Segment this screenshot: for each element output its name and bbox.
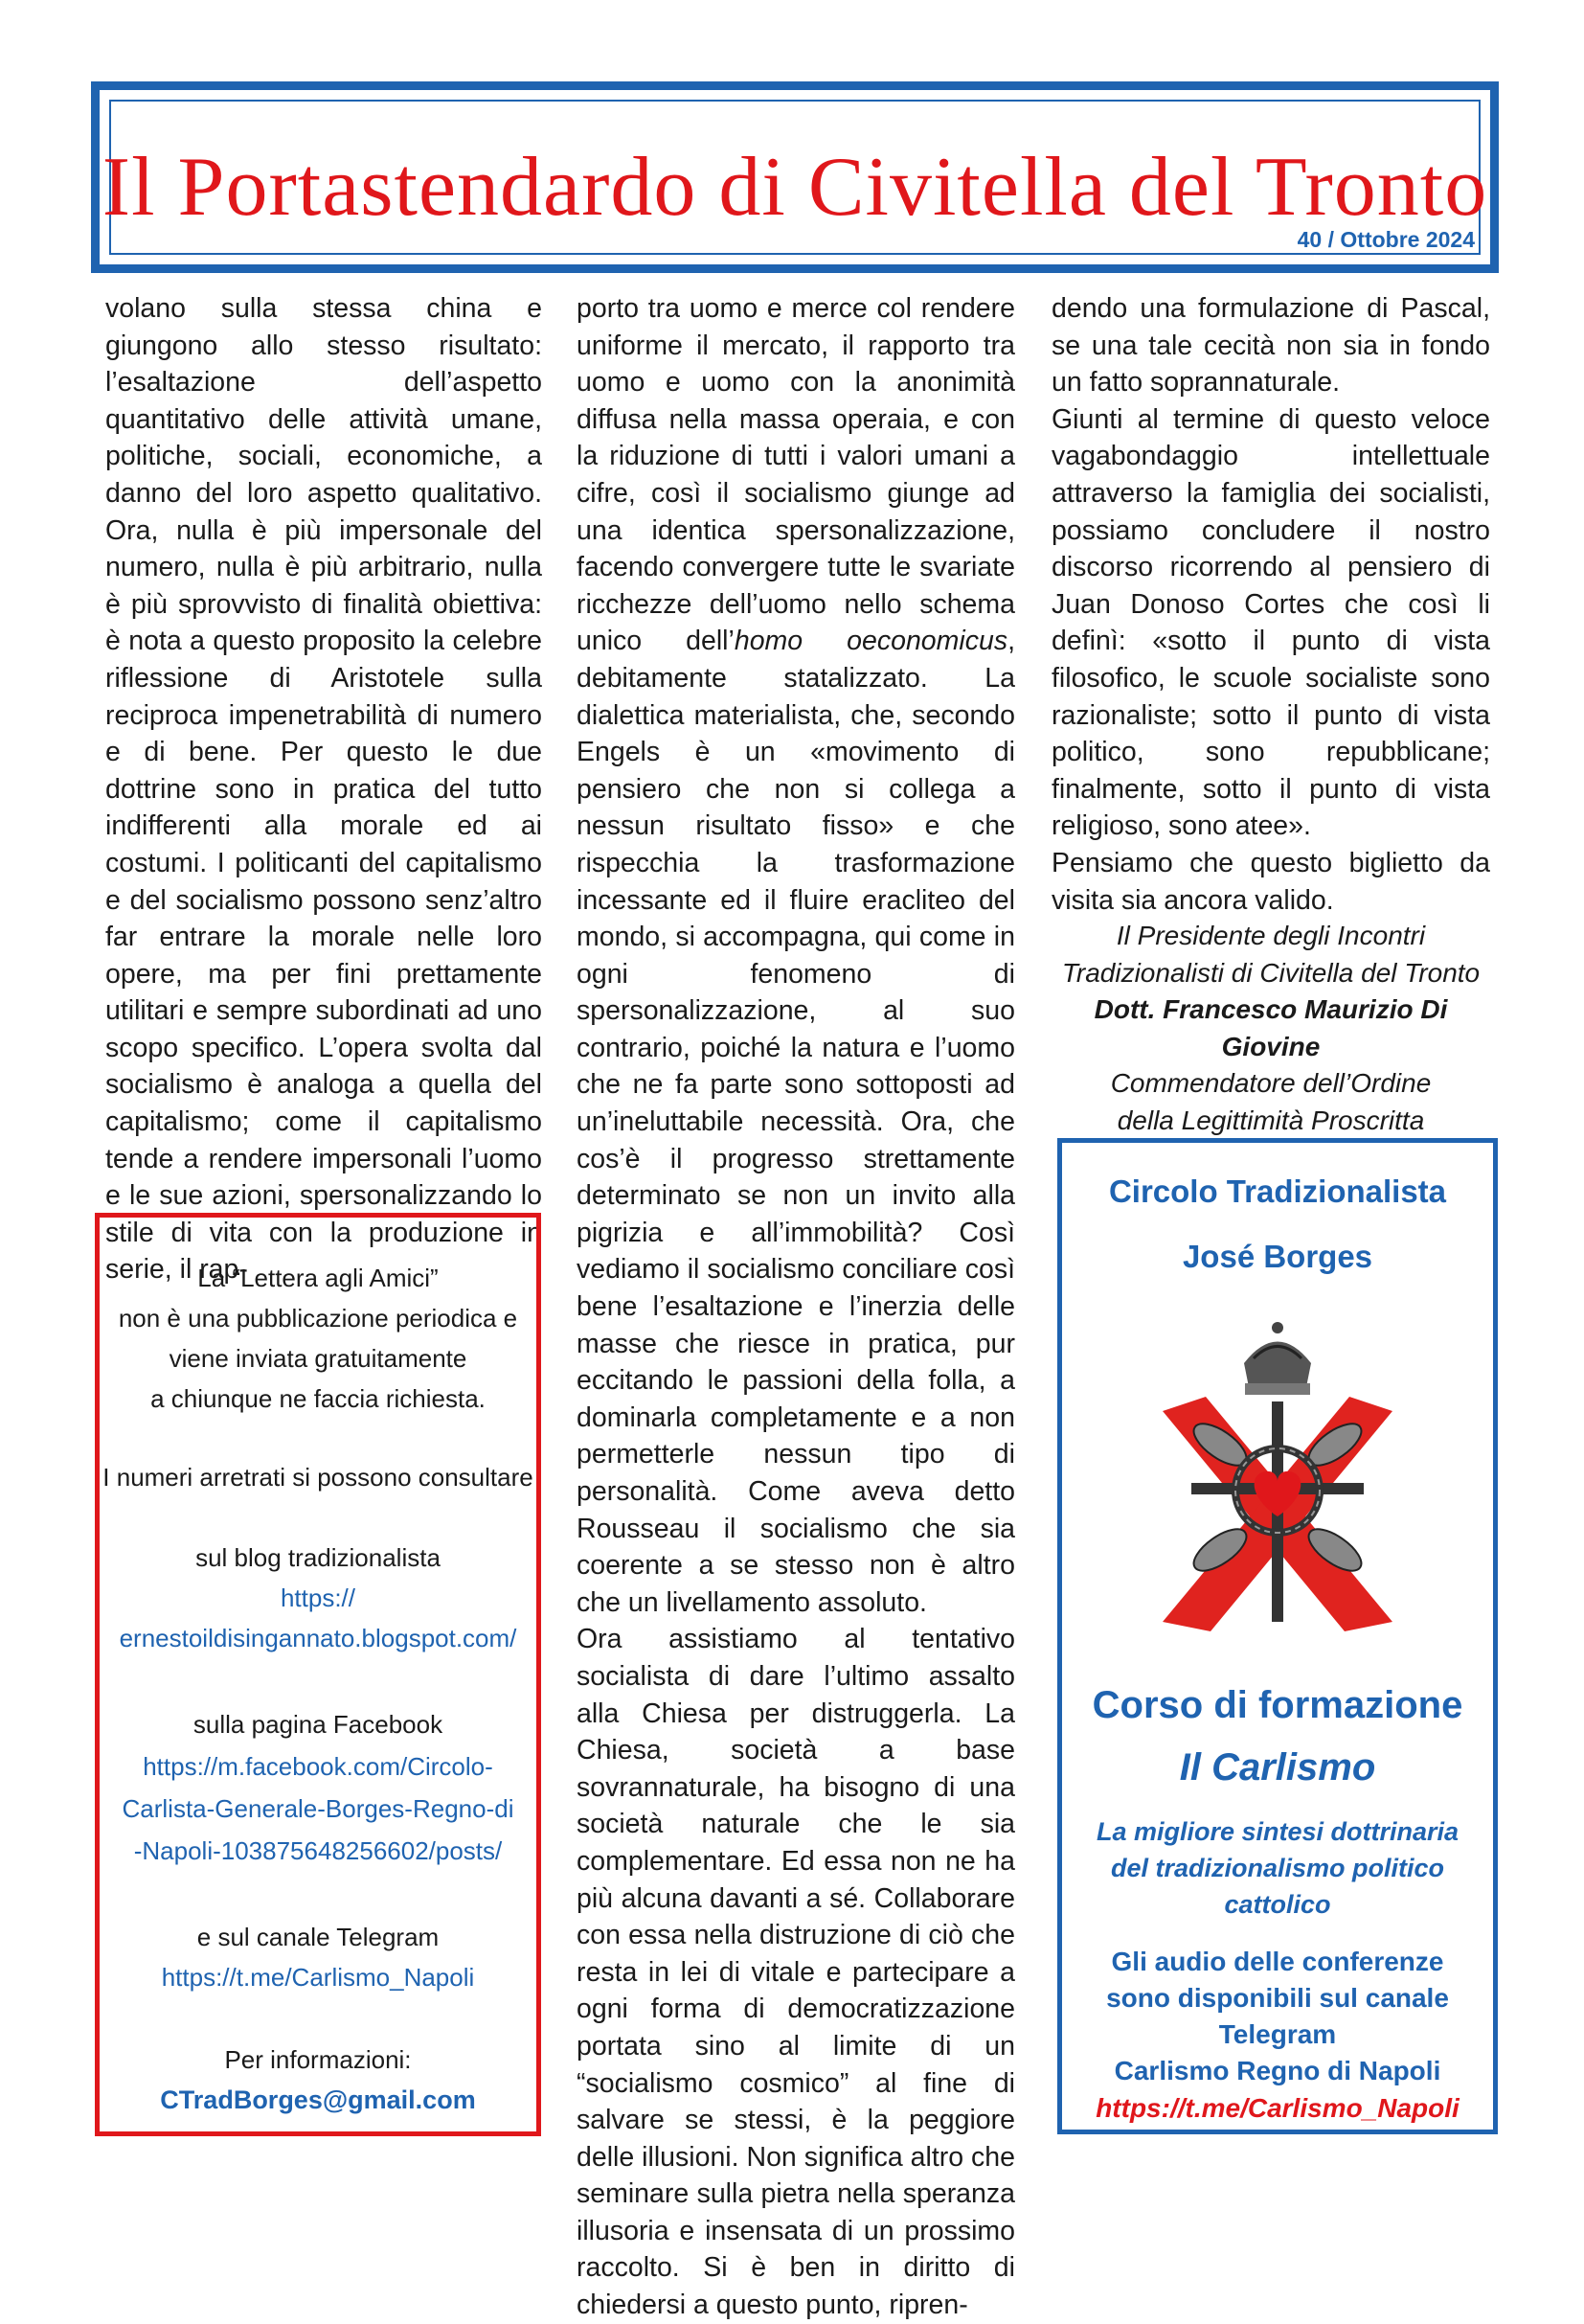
signature-name: Dott. Francesco Maurizio Di Giovine (1094, 994, 1448, 1061)
promo-info-line: Gli audio delle conferenze (1111, 1947, 1444, 1976)
masthead (91, 81, 1499, 273)
facebook-link[interactable]: https://m.facebook.com/Circolo- (143, 1752, 493, 1781)
info-line: sul blog tradizionalista (195, 1543, 441, 1572)
issue-number: 40 / Ottobre 2024 (1297, 227, 1475, 252)
article-column-3 (1052, 290, 1490, 919)
info-line: I numeri arretrati si possono consultare (102, 1463, 533, 1492)
info-line: a chiunque ne faccia richiesta. (150, 1384, 486, 1413)
blog-link[interactable]: https:// (280, 1584, 356, 1612)
promo-info-line: sono disponibili sul canale (1106, 1983, 1449, 2013)
article-text: porto tra uomo e merce col rendere uniforme il mercato, il rapporto tra uomo e uomo con la anonimità diffusa nella massa operaia, e con la riduzione di tutti i valori umani a cifre, così il socialismo giunge ad una identica spersonalizzazione, facendo convergere tutte le svariate ricchezze dell’uomo nello schema unico dell’ (577, 293, 1015, 657)
course-subtitle: cattolico (1224, 1890, 1331, 1919)
article-text: , debitamente statalizzato. La dialettica materialista, che, secondo Engels è un «movimento di pensiero che non si collega a nessun risultato fisso» e che rispecchia la trasformazione incessante ed il fluire eracliteo del mondo, si accompagna, qui come in ogni fenomeno di spersonalizzazione, al suo contrario, poiché la natura e l’uomo che ne fa parte sono sottoposti ad un’ineluttabile necessità. Ora, che cos’è il progresso strettamente determinato se non un invito alla pigrizia e all’immobilità? Così vediamo il socialismo conciliare così bene l’esaltazione e l’inerzia delle masse che riesce in pratica, pur eccitando le passioni della folla, a dominarla completamente e a non permetterle nessun tipo di personalità. Come aveva detto Rousseau il socialismo che sia coerente a se stesso non è altro che un livellamento assoluto. (577, 626, 1015, 1618)
article-paragraph: dendo una formulazione di Pascal, se una tale cecità non sia in fondo un fatto soprannaturale. (1052, 293, 1490, 399)
facebook-link[interactable]: -Napoli-103875648256602/posts/ (133, 1836, 503, 1865)
newsletter-title: Il Portastendardo di Civitella del Tronto (102, 141, 1488, 234)
signature-line: Commendatore dell’Ordine (1110, 1068, 1432, 1098)
burgundy-cross-emblem-icon (1153, 1320, 1402, 1636)
info-box (95, 1213, 541, 2136)
telegram-link[interactable]: https://t.me/Carlismo_Napoli (161, 1963, 475, 1992)
promo-info-line: Telegram (1218, 2019, 1337, 2049)
signature-line: della Legittimità Proscritta (1117, 1105, 1425, 1135)
article-paragraph: Giunti al termine di questo veloce vagabondaggio intellettuale attraverso la famiglia dei socialisti, possiamo concludere il nostro discorso ricorrendo al pensiero di Juan Donoso Cortes che così li definì: «sotto il punto di vista filosofico, le scuole socialiste sono razionaliste; sotto il punto di vista politico, sono repubblicane; finalmente, sotto il punto di vista religioso, sono atee». (1052, 403, 1490, 842)
signature-line: Il Presidente degli Incontri (1116, 921, 1426, 950)
promo-heading: José Borges (1182, 1239, 1373, 1274)
article-paragraph: volano sulla stessa china e giungono allo stesso risultato: l’esaltazione dell’aspetto quantitativo delle attività umane, politiche, sociali, economiche, a danno del loro aspetto qualitativo. Ora, nulla è più impersonale del numero, nulla è più arbitrario, nulla è più sprovvisto di finalità obiettiva: è nota a questo proposito la celebre riflessione di Aristotele sulla reciproca impenetrabilità di numero e di bene. Per questo le due dottrine sono in pratica del tutto indifferenti alla morale ed ai costumi. I politicanti del capitalismo e del socialismo possono senz’altro far entrare la morale nelle loro opere, ma per fini prettamente utilitari e sempre subordinati ad uno scopo specifico. L’opera svolta dal socialismo è analoga a quella del capitalismo; come il capitalismo tende a rendere impersonali l’uomo e le sue azioni, spersonalizzando lo stile di vita con la produzione in serie, il rap- (105, 293, 542, 1286)
info-line: viene inviata gratuitamente (169, 1344, 467, 1373)
promo-box (1057, 1138, 1498, 2134)
info-line: sulla pagina Facebook (192, 1710, 443, 1739)
article-paragraph: Pensiamo che questo biglietto da visita sia ancora valido. (1052, 847, 1490, 916)
promo-info-line: Carlismo Regno di Napoli (1114, 2056, 1441, 2085)
signature-block (1052, 918, 1490, 1139)
article-paragraph: Ora assistiamo al tentativo socialista di dare l’ultimo assalto alla Chiesa per distruggerla. La Chiesa, società a base sovrannaturale, ha bisogno di una società naturale che le sia complementare. Ed essa non ne ha più alcuna davanti a sé. Collaborare con essa nella distruzione di ciò che resta in lei di vitale e partecipare a ogni forma di democratizzazione portata sino al limite di un “socialismo cosmico” al fine di salvare se stessi, è la peggiore delle illusioni. Non significa altro che seminare sulla pietra nella speranza illusoria e insensata di un prossimo raccolto. Si è ben in diritto di chiedersi a questo punto, ripren- (577, 1624, 1015, 2321)
blog-link[interactable]: ernestoildisingannato.blogspot.com/ (119, 1624, 517, 1652)
article-paragraph (577, 290, 1015, 1621)
article-column-2 (577, 290, 1015, 2324)
info-line: Per informazioni: (224, 2045, 412, 2074)
promo-heading: Circolo Tradizionalista (1108, 1173, 1447, 1209)
signature-line: Tradizionalisti di Civitella del Tronto (1061, 957, 1481, 988)
info-line: non è una pubblicazione periodica e (118, 1304, 518, 1333)
course-title: Il Carlismo (1179, 1746, 1376, 1789)
course-subtitle: La migliore sintesi dottrinaria (1096, 1817, 1460, 1846)
telegram-link[interactable]: https://t.me/Carlismo_Napoli (1096, 2093, 1460, 2123)
course-heading: Corso di formazione (1092, 1684, 1463, 1726)
course-subtitle: del tradizionalismo politico (1110, 1854, 1445, 1882)
article-column-1 (105, 290, 542, 1288)
article-emphasis: homo oeconomicus (734, 626, 1008, 657)
email-link[interactable]: CTradBorges@gmail.com (160, 2085, 476, 2114)
facebook-link[interactable]: Carlista-Generale-Borges-Regno-di (122, 1794, 514, 1823)
info-line: La “Lettera agli Amici” (197, 1264, 439, 1292)
info-line: e sul canale Telegram (196, 1923, 440, 1951)
